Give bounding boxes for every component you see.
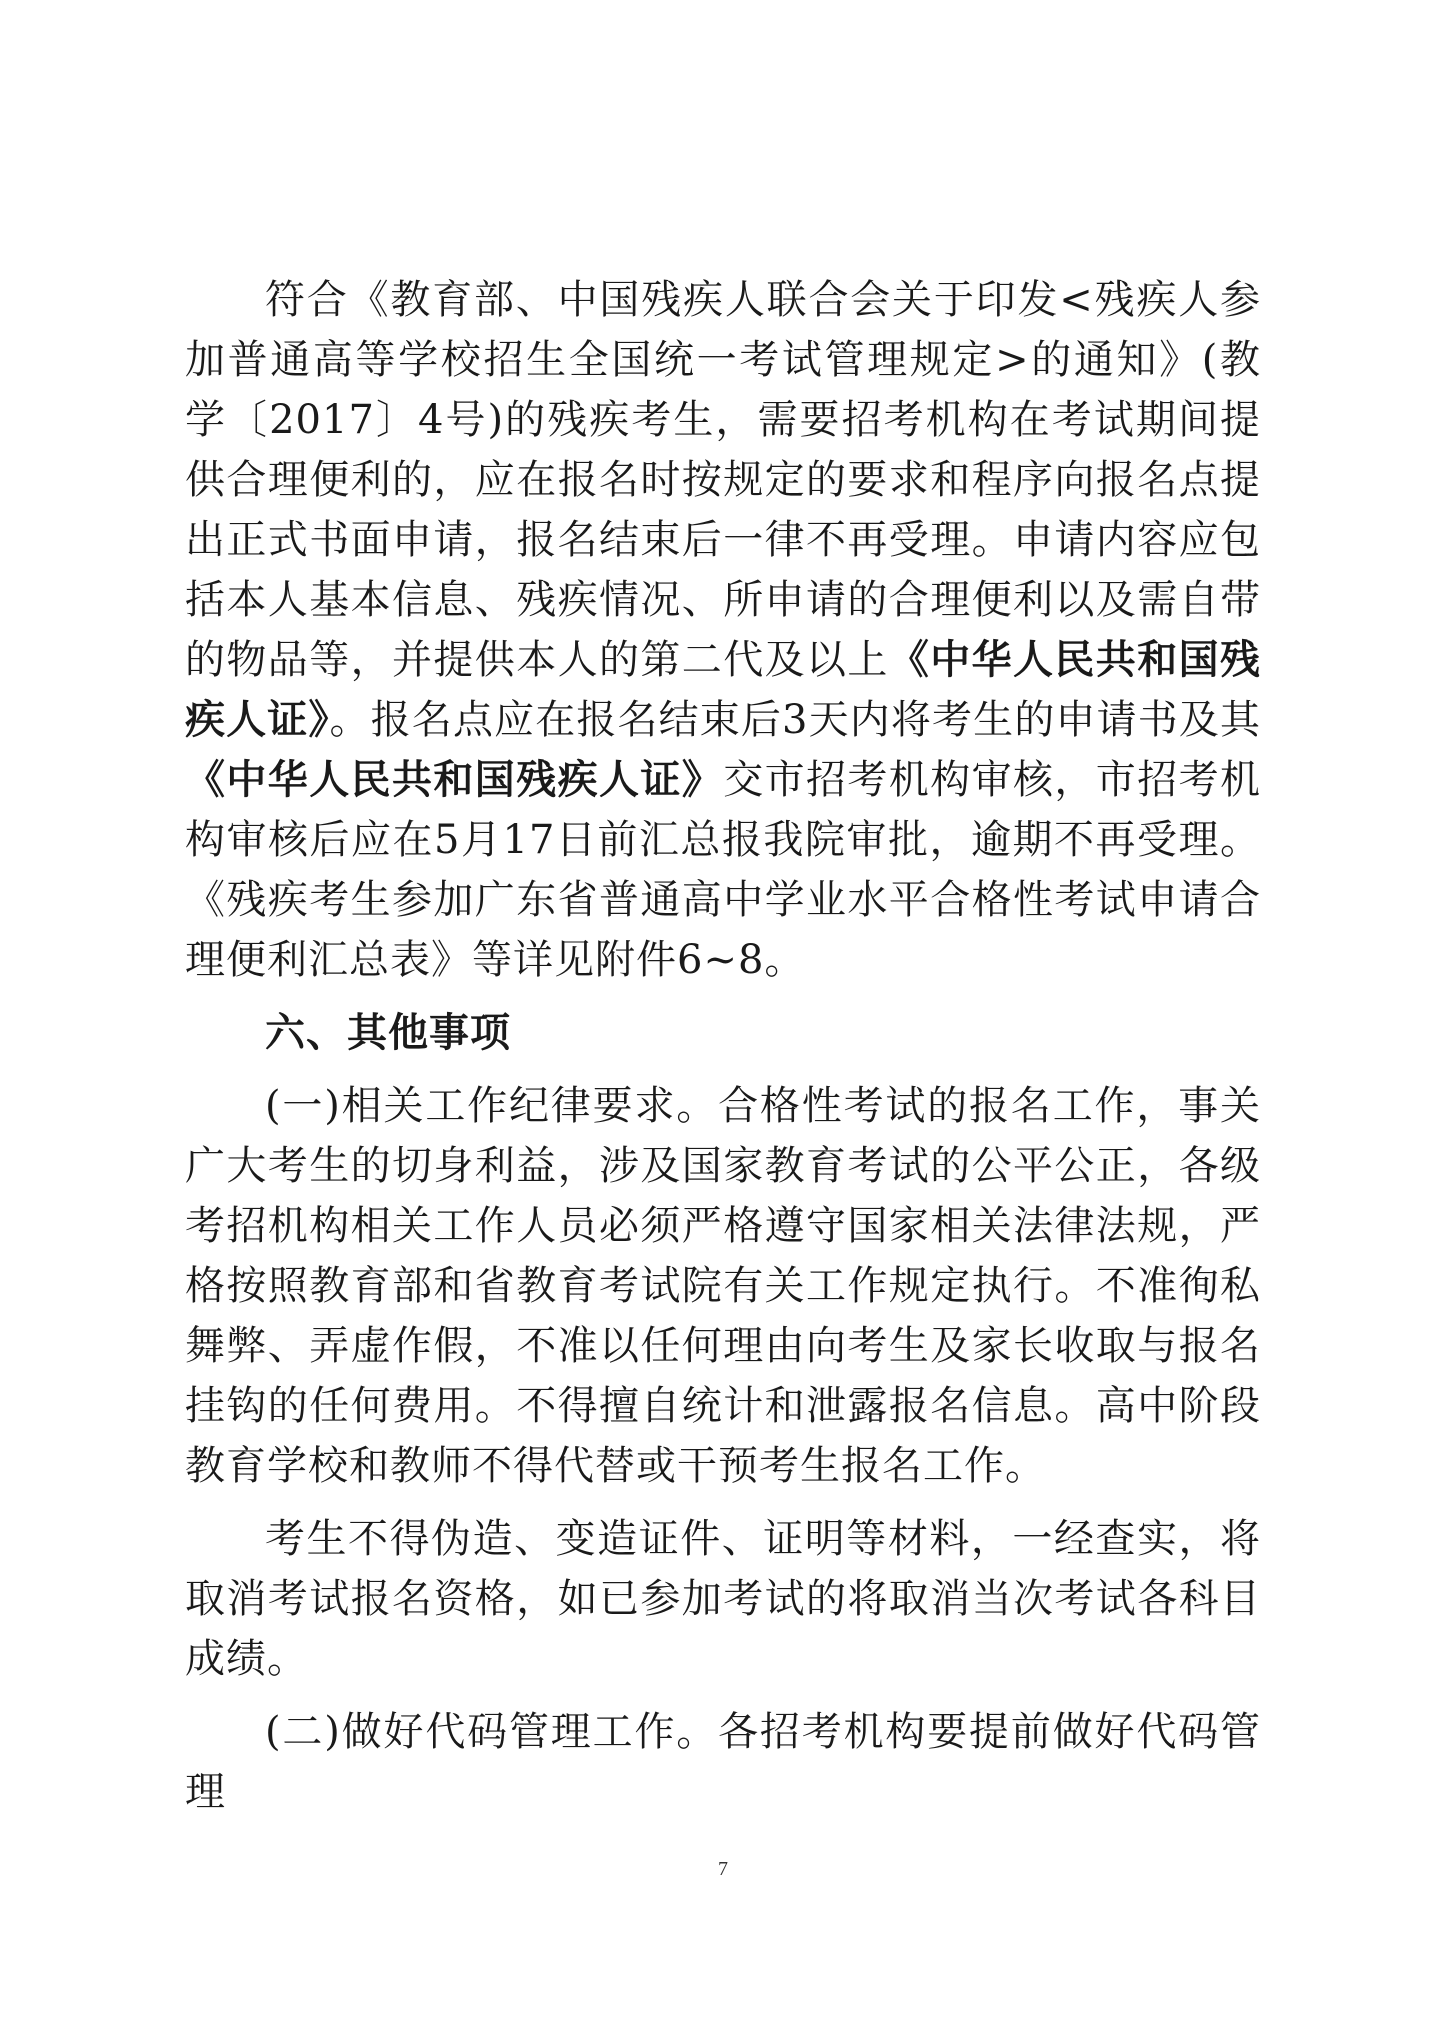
paragraph-text: 交市招考机构审核，市招考机构审核后应在5月17日前汇总报我院审批，逾期不再受理。《残疾考生参加广东省普通高中学业水平合格性考试申请合理便利汇总表》等详见附件6~8。	[185, 757, 1262, 983]
paragraph-code-management: (二)做好代码管理工作。各招考机构要提前做好代码管理	[185, 1709, 1261, 1815]
paragraph-disability-accommodation	[185, 270, 1261, 990]
page-number: 7	[718, 1858, 728, 1880]
paragraph-text: 符合《教育部、中国残疾人联合会关于印发<残疾人参加普通高等学校招生全国统一考试管理规定>的通知》(教学〔2017〕4号)的残疾考生，需要招考机构在考试期间提供合理便利的，应在报名时按规定的要求和程序向报名点提出正式书面申请，报名结束后一律不再受理。申请内容应包括本人基本信息、残疾情况、所申请的合理便利以及需自带的物品等，并提供本人的第二代及以上	[185, 277, 1261, 683]
disability-certificate-title: 《中华人民共和国残疾人证》	[185, 757, 724, 803]
disability-certificate-title: 《中华人民共和国残疾人证》	[185, 637, 1262, 743]
paragraph-forgery-warning: 考生不得伪造、变造证件、证明等材料，一经查实，将取消考试报名资格，如已参加考试的将取消当次考试各科目成绩。	[185, 1516, 1261, 1682]
section-heading-other-matters: 六、其他事项	[265, 1010, 511, 1056]
paragraph-text: 。报名点应在报名结束后3天内将考生的申请书及其	[329, 697, 1261, 743]
document-page	[185, 0, 1261, 2037]
document-body	[185, 270, 1261, 1835]
paragraph-work-discipline: (一)相关工作纪律要求。合格性考试的报名工作，事关广大考生的切身利益，涉及国家教育考试的公平公正，各级考招机构相关工作人员必须严格遵守国家相关法律法规，严格按照教育部和省教育考试院有关工作规定执行。不准徇私舞弊、弄虚作假，不准以任何理由向考生及家长收取与报名挂钩的任何费用。不得擅自统计和泄露报名信息。高中阶段教育学校和教师不得代替或干预考生报名工作。	[185, 1083, 1261, 1489]
